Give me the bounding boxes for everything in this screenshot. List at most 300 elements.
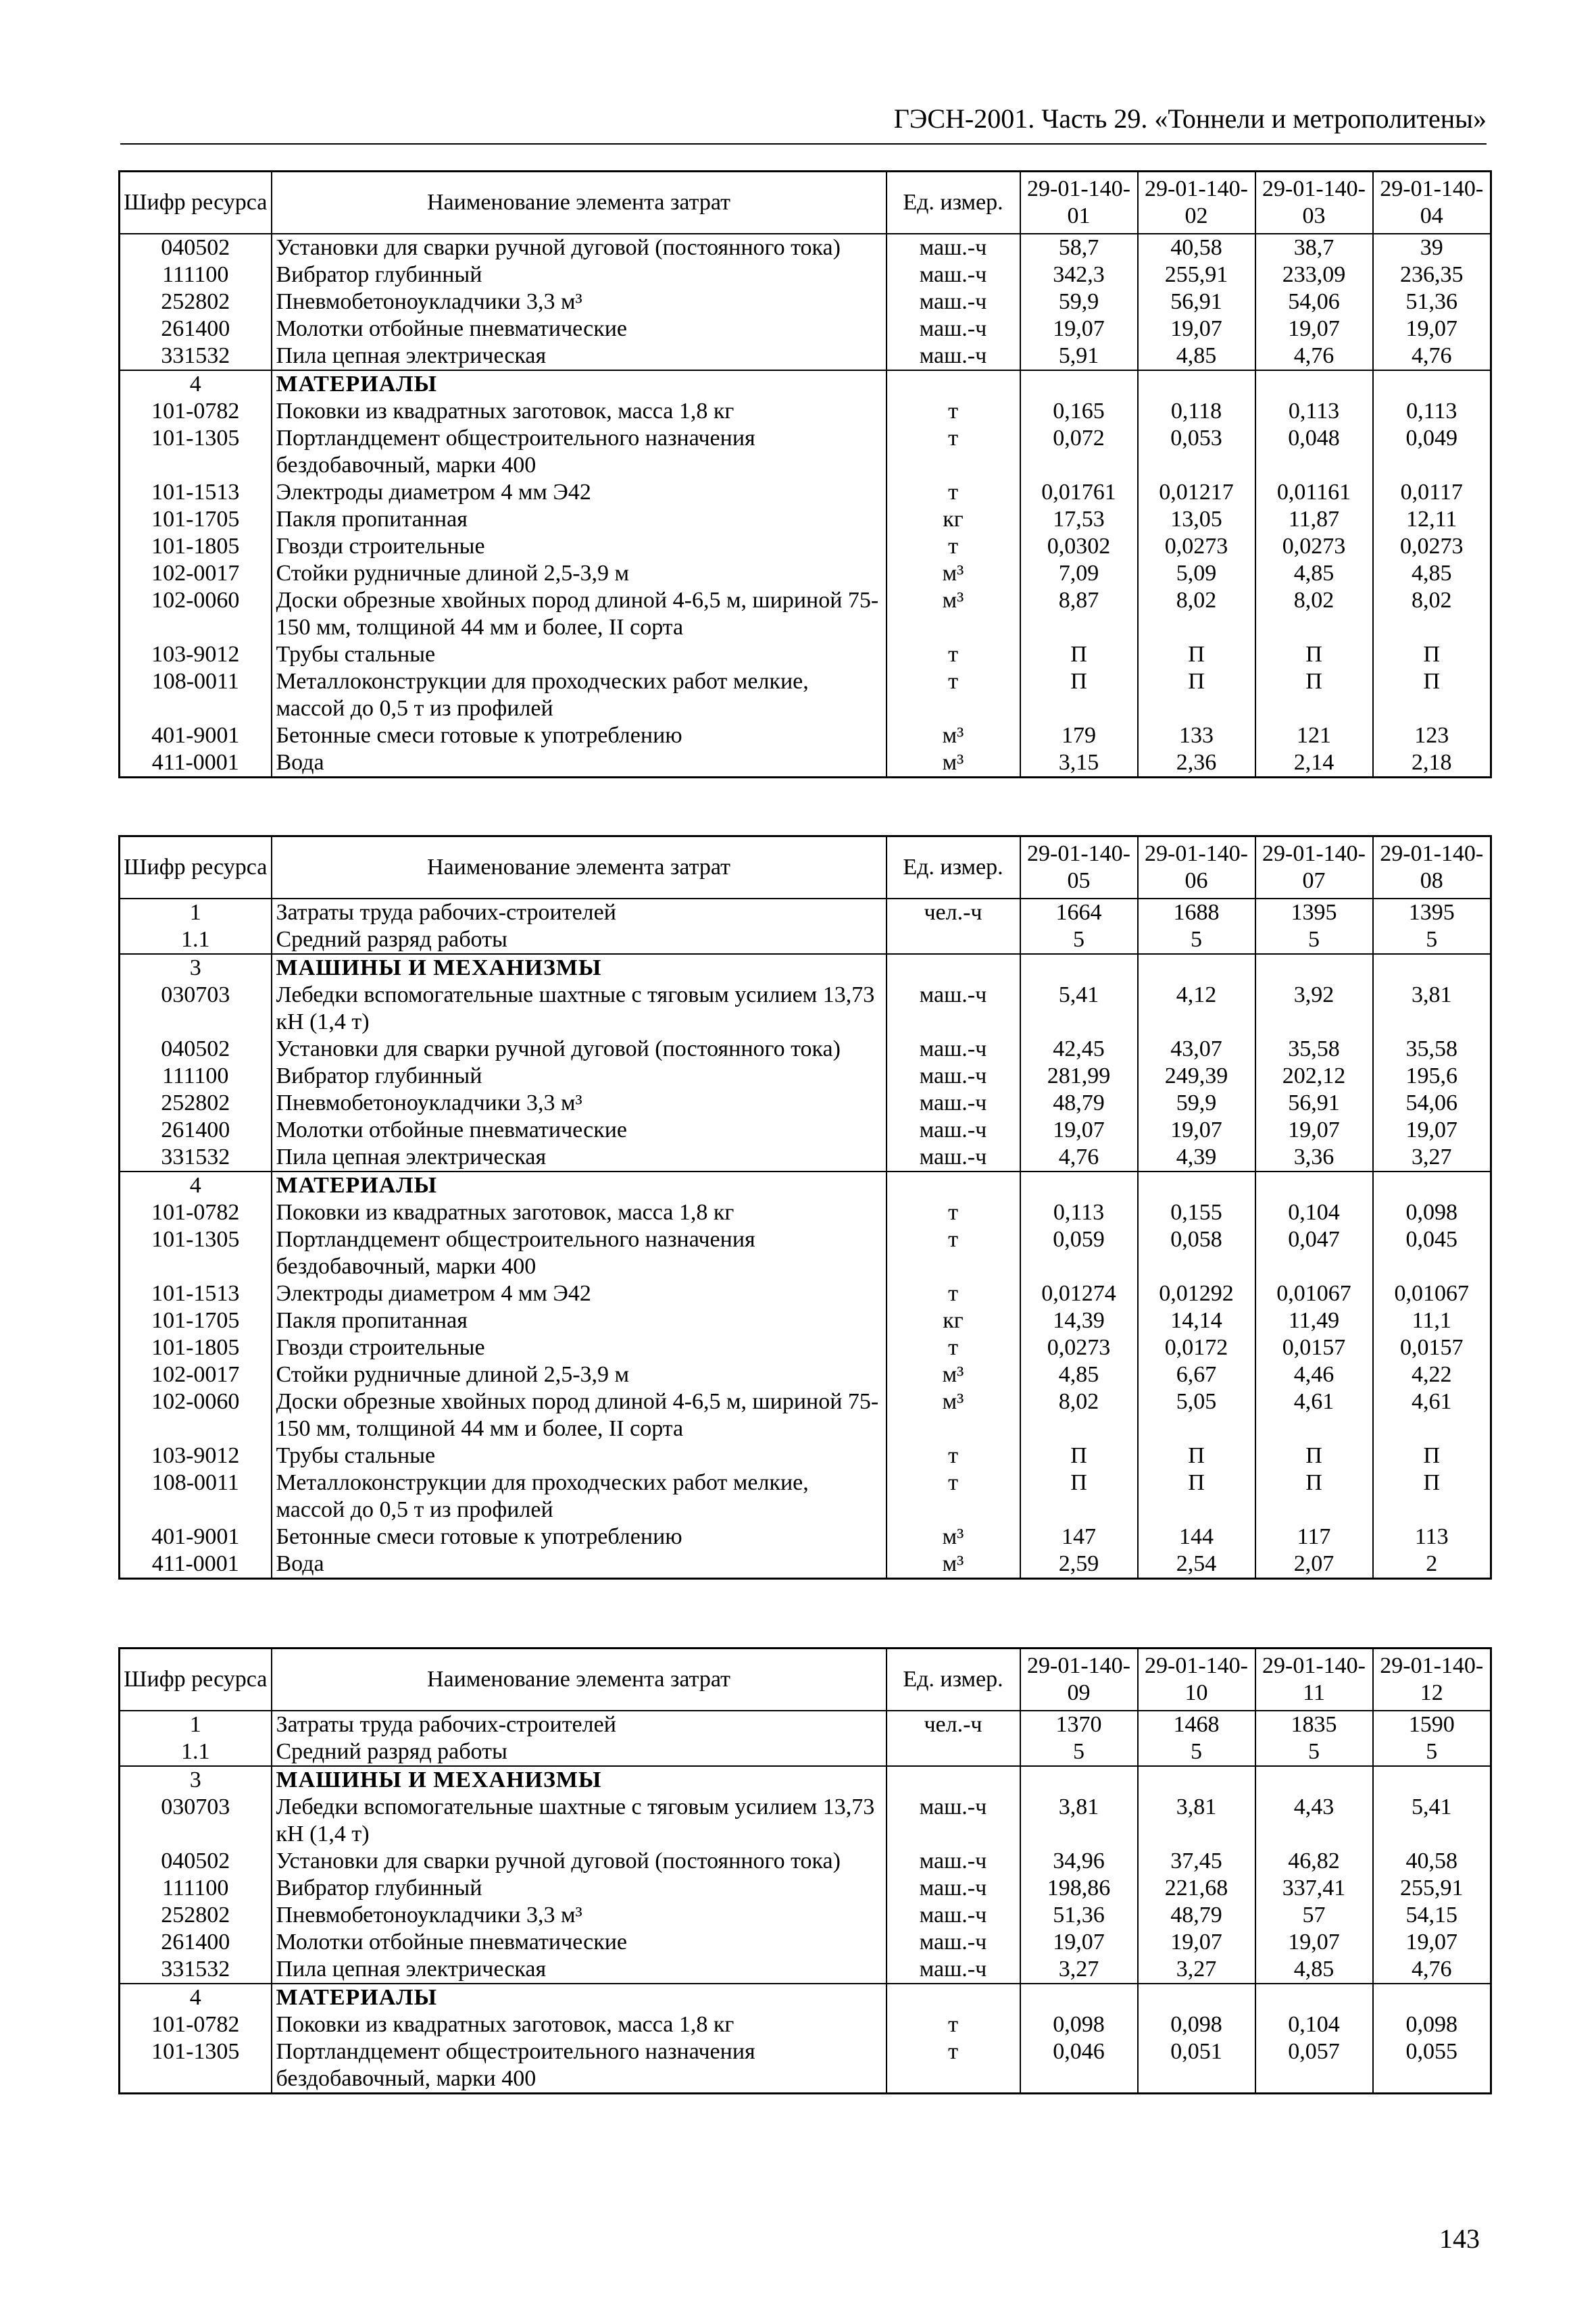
- norm-value: 1590: [1373, 1711, 1491, 1738]
- table-row: [120, 1144, 1491, 1172]
- table-row: [120, 288, 1491, 316]
- norm-value: 19,07: [1255, 1929, 1373, 1956]
- resource-unit: маш.-ч: [887, 234, 1020, 261]
- resource-code: 252802: [120, 1090, 272, 1117]
- resource-name: Поковки из квадратных заготовок, масса 1,8 кг: [272, 398, 887, 425]
- norm-value: 113: [1373, 1524, 1491, 1551]
- norm-value: 0,118: [1138, 398, 1255, 425]
- norm-value: 3,81: [1020, 1794, 1138, 1848]
- resource-unit: т: [887, 479, 1020, 506]
- resource-code: 261400: [120, 316, 272, 343]
- norm-value: [1373, 1984, 1491, 2011]
- resource-name: Электроды диаметром 4 мм Э42: [272, 479, 887, 506]
- norm-value: 6,67: [1138, 1361, 1255, 1388]
- norm-value: [1020, 1984, 1138, 2011]
- resource-name: Стойки рудничные длиной 2,5-3,9 м: [272, 1361, 887, 1388]
- resource-table-2: [118, 835, 1492, 1580]
- norm-value: 35,58: [1255, 1036, 1373, 1063]
- table-row: [120, 587, 1491, 641]
- resource-name: Стойки рудничные длиной 2,5-3,9 м: [272, 560, 887, 587]
- norm-value: 0,045: [1373, 1226, 1491, 1280]
- norm-value: 3,15: [1020, 749, 1138, 778]
- resource-code: 4: [120, 1172, 272, 1199]
- norm-value: 0,01217: [1138, 479, 1255, 506]
- norm-value: [1020, 370, 1138, 398]
- norm-value: 4,39: [1138, 1144, 1255, 1172]
- resource-code: 411-0001: [120, 1551, 272, 1579]
- resource-name: Портландцемент общестроительного назначения бездобавочный, марки 400: [272, 2038, 887, 2094]
- norm-value: 19,07: [1373, 316, 1491, 343]
- resource-unit: т: [887, 1199, 1020, 1226]
- resource-name: Трубы стальные: [272, 641, 887, 668]
- norm-value: 19,07: [1255, 316, 1373, 343]
- norm-value: 5,05: [1138, 1388, 1255, 1442]
- norm-value: 34,96: [1020, 1848, 1138, 1875]
- resource-code: 101-1705: [120, 1307, 272, 1334]
- norm-value: 0,098: [1138, 2011, 1255, 2038]
- resource-unit: маш.-ч: [887, 1794, 1020, 1848]
- resource-name: Бетонные смеси готовые к употреблению: [272, 1524, 887, 1551]
- table-row: [120, 2038, 1491, 2094]
- table-row: [120, 533, 1491, 560]
- table-row: [120, 641, 1491, 668]
- norm-value: 337,41: [1255, 1875, 1373, 1902]
- norm-value: 42,45: [1020, 1036, 1138, 1063]
- table-row: [120, 261, 1491, 288]
- table-row: [120, 1902, 1491, 1929]
- norm-value: 11,87: [1255, 506, 1373, 533]
- resource-name: Средний разряд работы: [272, 1738, 887, 1766]
- resource-name: МАТЕРИАЛЫ: [272, 1172, 887, 1199]
- norm-value: 0,0117: [1373, 479, 1491, 506]
- resource-code: 101-1513: [120, 1280, 272, 1307]
- resource-name: Портландцемент общестроительного назначения бездобавочный, марки 400: [272, 425, 887, 479]
- norm-value: 4,76: [1373, 1956, 1491, 1984]
- resource-unit: маш.-ч: [887, 261, 1020, 288]
- norm-value: П: [1373, 1442, 1491, 1469]
- table-row: [120, 2011, 1491, 2038]
- resource-unit: кг: [887, 506, 1020, 533]
- norm-value: 5,41: [1373, 1794, 1491, 1848]
- resource-name: Поковки из квадратных заготовок, масса 1,8 кг: [272, 2011, 887, 2038]
- norm-value: 8,02: [1020, 1388, 1138, 1442]
- norm-value: 202,12: [1255, 1063, 1373, 1090]
- resource-name: Пневмобетоноукладчики 3,3 м³: [272, 1902, 887, 1929]
- norm-value: 342,3: [1020, 261, 1138, 288]
- resource-name: Установки для сварки ручной дуговой (постоянного тока): [272, 1848, 887, 1875]
- resource-name: Вода: [272, 749, 887, 778]
- norm-value: 0,01161: [1255, 479, 1373, 506]
- header-row: [120, 172, 1491, 234]
- header-norm-code: 29-01-140-09: [1020, 1649, 1138, 1711]
- norm-value: 11,1: [1373, 1307, 1491, 1334]
- resource-code: 4: [120, 370, 272, 398]
- norm-value: 0,0273: [1373, 533, 1491, 560]
- table-row: [120, 1036, 1491, 1063]
- norm-value: 4,85: [1255, 1956, 1373, 1984]
- norm-value: 8,02: [1255, 587, 1373, 641]
- resource-code: 101-1805: [120, 533, 272, 560]
- resource-code: 040502: [120, 234, 272, 261]
- resource-unit: т: [887, 1226, 1020, 1280]
- norm-value: 8,02: [1138, 587, 1255, 641]
- header-row: [120, 836, 1491, 899]
- norm-value: [1020, 954, 1138, 982]
- norm-value: 2,59: [1020, 1551, 1138, 1579]
- norm-value: П: [1373, 1469, 1491, 1524]
- resource-name: МАШИНЫ И МЕХАНИЗМЫ: [272, 954, 887, 982]
- resource-name: МАТЕРИАЛЫ: [272, 370, 887, 398]
- norm-value: 1664: [1020, 899, 1138, 926]
- norm-value: 3,92: [1255, 982, 1373, 1036]
- header-code: Шифр ресурса: [120, 172, 272, 234]
- norm-value: 255,91: [1138, 261, 1255, 288]
- table-row: [120, 1711, 1491, 1738]
- norm-value: 7,09: [1020, 560, 1138, 587]
- norm-value: 58,7: [1020, 234, 1138, 261]
- norm-value: 4,43: [1255, 1794, 1373, 1848]
- table-row: [120, 234, 1491, 261]
- norm-value: 221,68: [1138, 1875, 1255, 1902]
- norm-value: 121: [1255, 722, 1373, 749]
- norm-value: 48,79: [1020, 1090, 1138, 1117]
- norm-value: 249,39: [1138, 1063, 1255, 1090]
- resource-unit: т: [887, 2038, 1020, 2094]
- norm-value: 14,14: [1138, 1307, 1255, 1334]
- resource-unit: м³: [887, 560, 1020, 587]
- norm-value: 0,0157: [1373, 1334, 1491, 1361]
- resource-unit: т: [887, 641, 1020, 668]
- norm-value: 3,27: [1373, 1144, 1491, 1172]
- resource-code: 331532: [120, 343, 272, 370]
- header-norm-code: 29-01-140-02: [1138, 172, 1255, 234]
- norm-value: 3,81: [1138, 1794, 1255, 1848]
- norm-value: [1020, 1172, 1138, 1199]
- resource-name: Установки для сварки ручной дуговой (постоянного тока): [272, 234, 887, 261]
- norm-value: 59,9: [1138, 1090, 1255, 1117]
- section-row: [120, 1172, 1491, 1199]
- resource-code: 261400: [120, 1929, 272, 1956]
- resource-name: Трубы стальные: [272, 1442, 887, 1469]
- norm-value: П: [1020, 641, 1138, 668]
- resource-unit: маш.-ч: [887, 1036, 1020, 1063]
- resource-code: 1: [120, 1711, 272, 1738]
- resource-code: 101-0782: [120, 2011, 272, 2038]
- table-row: [120, 1199, 1491, 1226]
- section-row: [120, 370, 1491, 398]
- resource-code: 101-1305: [120, 2038, 272, 2094]
- norm-value: 0,0157: [1255, 1334, 1373, 1361]
- table-row: [120, 1117, 1491, 1144]
- resource-unit: маш.-ч: [887, 982, 1020, 1036]
- resource-unit: м³: [887, 749, 1020, 778]
- table-row: [120, 1063, 1491, 1090]
- resource-code: 3: [120, 1766, 272, 1794]
- norm-value: П: [1020, 1469, 1138, 1524]
- table-row: [120, 560, 1491, 587]
- norm-value: 12,11: [1373, 506, 1491, 533]
- header-norm-code: 29-01-140-03: [1255, 172, 1373, 234]
- norm-value: 5: [1373, 926, 1491, 954]
- norm-value: 0,047: [1255, 1226, 1373, 1280]
- norm-value: 0,049: [1373, 425, 1491, 479]
- resource-code: 111100: [120, 1875, 272, 1902]
- norm-value: 56,91: [1138, 288, 1255, 316]
- norm-value: 19,07: [1138, 316, 1255, 343]
- norm-value: 0,01292: [1138, 1280, 1255, 1307]
- norm-value: 4,76: [1373, 343, 1491, 370]
- norm-value: 5: [1020, 926, 1138, 954]
- norm-value: 0,104: [1255, 2011, 1373, 2038]
- norm-value: 0,01761: [1020, 479, 1138, 506]
- resource-unit: т: [887, 1469, 1020, 1524]
- header-norm-code: 29-01-140-06: [1138, 836, 1255, 899]
- norm-value: 0,0302: [1020, 533, 1138, 560]
- norm-value: 19,07: [1020, 1929, 1138, 1956]
- norm-value: [1373, 370, 1491, 398]
- header-rule: [120, 143, 1487, 145]
- norm-value: 5: [1255, 1738, 1373, 1766]
- norm-value: 4,12: [1138, 982, 1255, 1036]
- header-unit: Ед. измер.: [887, 172, 1020, 234]
- norm-value: 57: [1255, 1902, 1373, 1929]
- table-row: [120, 1848, 1491, 1875]
- norm-value: 5,41: [1020, 982, 1138, 1036]
- resource-unit: маш.-ч: [887, 343, 1020, 370]
- norm-value: [1138, 1766, 1255, 1794]
- header-norm-code: 29-01-140-10: [1138, 1649, 1255, 1711]
- norm-value: [1138, 1172, 1255, 1199]
- norm-value: [1373, 954, 1491, 982]
- table-row: [120, 1469, 1491, 1524]
- resource-name: Металлоконструкции для проходческих работ мелкие, массой до 0,5 т из профилей: [272, 668, 887, 722]
- norm-value: 123: [1373, 722, 1491, 749]
- norm-value: [1373, 1766, 1491, 1794]
- resource-code: 101-1513: [120, 479, 272, 506]
- resource-name: Лебедки вспомогательные шахтные с тяговым усилием 13,73 кН (1,4 т): [272, 1794, 887, 1848]
- norm-value: 14,39: [1020, 1307, 1138, 1334]
- norm-value: 0,01274: [1020, 1280, 1138, 1307]
- resource-code: 101-0782: [120, 1199, 272, 1226]
- norm-value: П: [1255, 1442, 1373, 1469]
- resource-code: 030703: [120, 1794, 272, 1848]
- norm-value: 147: [1020, 1524, 1138, 1551]
- norm-value: 1395: [1373, 899, 1491, 926]
- resource-code: 111100: [120, 261, 272, 288]
- norm-value: 5,91: [1020, 343, 1138, 370]
- page-header: ГЭСН-2001. Часть 29. «Тоннели и метрополитены»: [893, 103, 1487, 134]
- table-row: [120, 1524, 1491, 1551]
- norm-value: 4,46: [1255, 1361, 1373, 1388]
- norm-value: 1395: [1255, 899, 1373, 926]
- norm-value: 0,053: [1138, 425, 1255, 479]
- norm-value: 0,058: [1138, 1226, 1255, 1280]
- header-name: Наименование элемента затрат: [272, 172, 887, 234]
- norm-value: П: [1138, 1469, 1255, 1524]
- resource-unit: т: [887, 398, 1020, 425]
- norm-value: 51,36: [1373, 288, 1491, 316]
- resource-unit: т: [887, 1280, 1020, 1307]
- resource-name: Пакля пропитанная: [272, 506, 887, 533]
- resource-code: 331532: [120, 1144, 272, 1172]
- resource-code: 040502: [120, 1848, 272, 1875]
- norm-value: 2,18: [1373, 749, 1491, 778]
- norm-value: 0,072: [1020, 425, 1138, 479]
- resource-name: Пила цепная электрическая: [272, 1144, 887, 1172]
- norm-value: 39: [1373, 234, 1491, 261]
- norm-value: 46,82: [1255, 1848, 1373, 1875]
- table-row: [120, 1226, 1491, 1280]
- resource-code: 101-1305: [120, 425, 272, 479]
- resource-unit: т: [887, 533, 1020, 560]
- resource-unit: [887, 1738, 1020, 1766]
- resource-table-1: [118, 170, 1492, 778]
- table-row: [120, 1280, 1491, 1307]
- resource-unit: маш.-ч: [887, 1848, 1020, 1875]
- resource-code: 040502: [120, 1036, 272, 1063]
- resource-unit: маш.-ч: [887, 316, 1020, 343]
- norm-value: 0,01067: [1255, 1280, 1373, 1307]
- resource-code: 1.1: [120, 926, 272, 954]
- header-norm-code: 29-01-140-07: [1255, 836, 1373, 899]
- table-row: [120, 1388, 1491, 1442]
- norm-value: 0,098: [1020, 2011, 1138, 2038]
- resource-name: МАШИНЫ И МЕХАНИЗМЫ: [272, 1766, 887, 1794]
- norm-value: П: [1255, 641, 1373, 668]
- norm-value: 40,58: [1138, 234, 1255, 261]
- resource-code: 102-0017: [120, 1361, 272, 1388]
- table-row: [120, 749, 1491, 778]
- table-row: [120, 1361, 1491, 1388]
- header-code: Шифр ресурса: [120, 1649, 272, 1711]
- resource-code: 102-0017: [120, 560, 272, 587]
- norm-value: 4,76: [1255, 343, 1373, 370]
- resource-name: МАТЕРИАЛЫ: [272, 1984, 887, 2011]
- norm-value: 8,87: [1020, 587, 1138, 641]
- norm-value: 1835: [1255, 1711, 1373, 1738]
- norm-value: 0,104: [1255, 1199, 1373, 1226]
- norm-value: 1370: [1020, 1711, 1138, 1738]
- norm-value: 3,36: [1255, 1144, 1373, 1172]
- header-norm-code: 29-01-140-01: [1020, 172, 1138, 234]
- resource-code: 252802: [120, 288, 272, 316]
- norm-value: 0,0273: [1138, 533, 1255, 560]
- resource-name: Установки для сварки ручной дуговой (постоянного тока): [272, 1036, 887, 1063]
- norm-value: 0,055: [1373, 2038, 1491, 2094]
- resource-name: Бетонные смеси готовые к употреблению: [272, 722, 887, 749]
- norm-value: П: [1138, 1442, 1255, 1469]
- norm-value: 8,02: [1373, 587, 1491, 641]
- norm-value: 0,155: [1138, 1199, 1255, 1226]
- norm-value: П: [1255, 1469, 1373, 1524]
- section-row: [120, 1766, 1491, 1794]
- table-row: [120, 982, 1491, 1036]
- resource-code: 411-0001: [120, 749, 272, 778]
- norm-value: П: [1255, 668, 1373, 722]
- resource-name: Затраты труда рабочих-строителей: [272, 1711, 887, 1738]
- resource-unit: маш.-ч: [887, 1929, 1020, 1956]
- resource-code: 111100: [120, 1063, 272, 1090]
- resource-unit: [887, 954, 1020, 982]
- norm-value: 0,046: [1020, 2038, 1138, 2094]
- resource-name: Молотки отбойные пневматические: [272, 1929, 887, 1956]
- norm-value: П: [1373, 668, 1491, 722]
- norm-value: [1255, 1984, 1373, 2011]
- resource-code: 101-1705: [120, 506, 272, 533]
- resource-name: Пневмобетоноукладчики 3,3 м³: [272, 1090, 887, 1117]
- norm-value: 0,113: [1373, 398, 1491, 425]
- resource-unit: маш.-ч: [887, 1144, 1020, 1172]
- resource-code: 401-9001: [120, 722, 272, 749]
- norm-value: 0,113: [1255, 398, 1373, 425]
- norm-value: 48,79: [1138, 1902, 1255, 1929]
- norm-value: 4,85: [1020, 1361, 1138, 1388]
- norm-value: 0,098: [1373, 1199, 1491, 1226]
- table-row: [120, 398, 1491, 425]
- resource-name: Вибратор глубинный: [272, 1875, 887, 1902]
- resource-unit: маш.-ч: [887, 1117, 1020, 1144]
- resource-unit: [887, 1984, 1020, 2011]
- section-row: [120, 954, 1491, 982]
- resource-name: Электроды диаметром 4 мм Э42: [272, 1280, 887, 1307]
- norm-value: 2,54: [1138, 1551, 1255, 1579]
- norm-value: 0,098: [1373, 2011, 1491, 2038]
- norm-value: П: [1020, 668, 1138, 722]
- resource-unit: кг: [887, 1307, 1020, 1334]
- resource-unit: м³: [887, 1361, 1020, 1388]
- resource-unit: м³: [887, 1388, 1020, 1442]
- norm-value: 38,7: [1255, 234, 1373, 261]
- resource-unit: маш.-ч: [887, 1090, 1020, 1117]
- norm-value: 4,22: [1373, 1361, 1491, 1388]
- norm-value: 0,165: [1020, 398, 1138, 425]
- norm-value: 40,58: [1373, 1848, 1491, 1875]
- resource-code: 331532: [120, 1956, 272, 1984]
- resource-unit: чел.-ч: [887, 899, 1020, 926]
- resource-unit: маш.-ч: [887, 288, 1020, 316]
- norm-value: [1255, 370, 1373, 398]
- resource-unit: маш.-ч: [887, 1902, 1020, 1929]
- resource-unit: чел.-ч: [887, 1711, 1020, 1738]
- norm-value: 117: [1255, 1524, 1373, 1551]
- norm-value: 2,36: [1138, 749, 1255, 778]
- norm-value: 19,07: [1020, 1117, 1138, 1144]
- norm-value: 4,85: [1373, 560, 1491, 587]
- norm-value: 5: [1138, 1738, 1255, 1766]
- norm-value: 236,35: [1373, 261, 1491, 288]
- norm-value: 19,07: [1138, 1929, 1255, 1956]
- norm-value: 0,051: [1138, 2038, 1255, 2094]
- norm-value: [1255, 954, 1373, 982]
- norm-value: 54,15: [1373, 1902, 1491, 1929]
- norm-value: 195,6: [1373, 1063, 1491, 1090]
- header-norm-code: 29-01-140-12: [1373, 1649, 1491, 1711]
- resource-unit: [887, 1172, 1020, 1199]
- resource-unit: маш.-ч: [887, 1956, 1020, 1984]
- norm-value: 0,0172: [1138, 1334, 1255, 1361]
- header-norm-code: 29-01-140-04: [1373, 172, 1491, 234]
- norm-value: 13,05: [1138, 506, 1255, 533]
- resource-code: 108-0011: [120, 668, 272, 722]
- resource-unit: т: [887, 2011, 1020, 2038]
- norm-value: 3,27: [1138, 1956, 1255, 1984]
- resource-unit: т: [887, 1334, 1020, 1361]
- resource-unit: маш.-ч: [887, 1875, 1020, 1902]
- norm-value: [1255, 1766, 1373, 1794]
- resource-table-3: [118, 1647, 1492, 2094]
- table-row: [120, 926, 1491, 954]
- header-name: Наименование элемента затрат: [272, 836, 887, 899]
